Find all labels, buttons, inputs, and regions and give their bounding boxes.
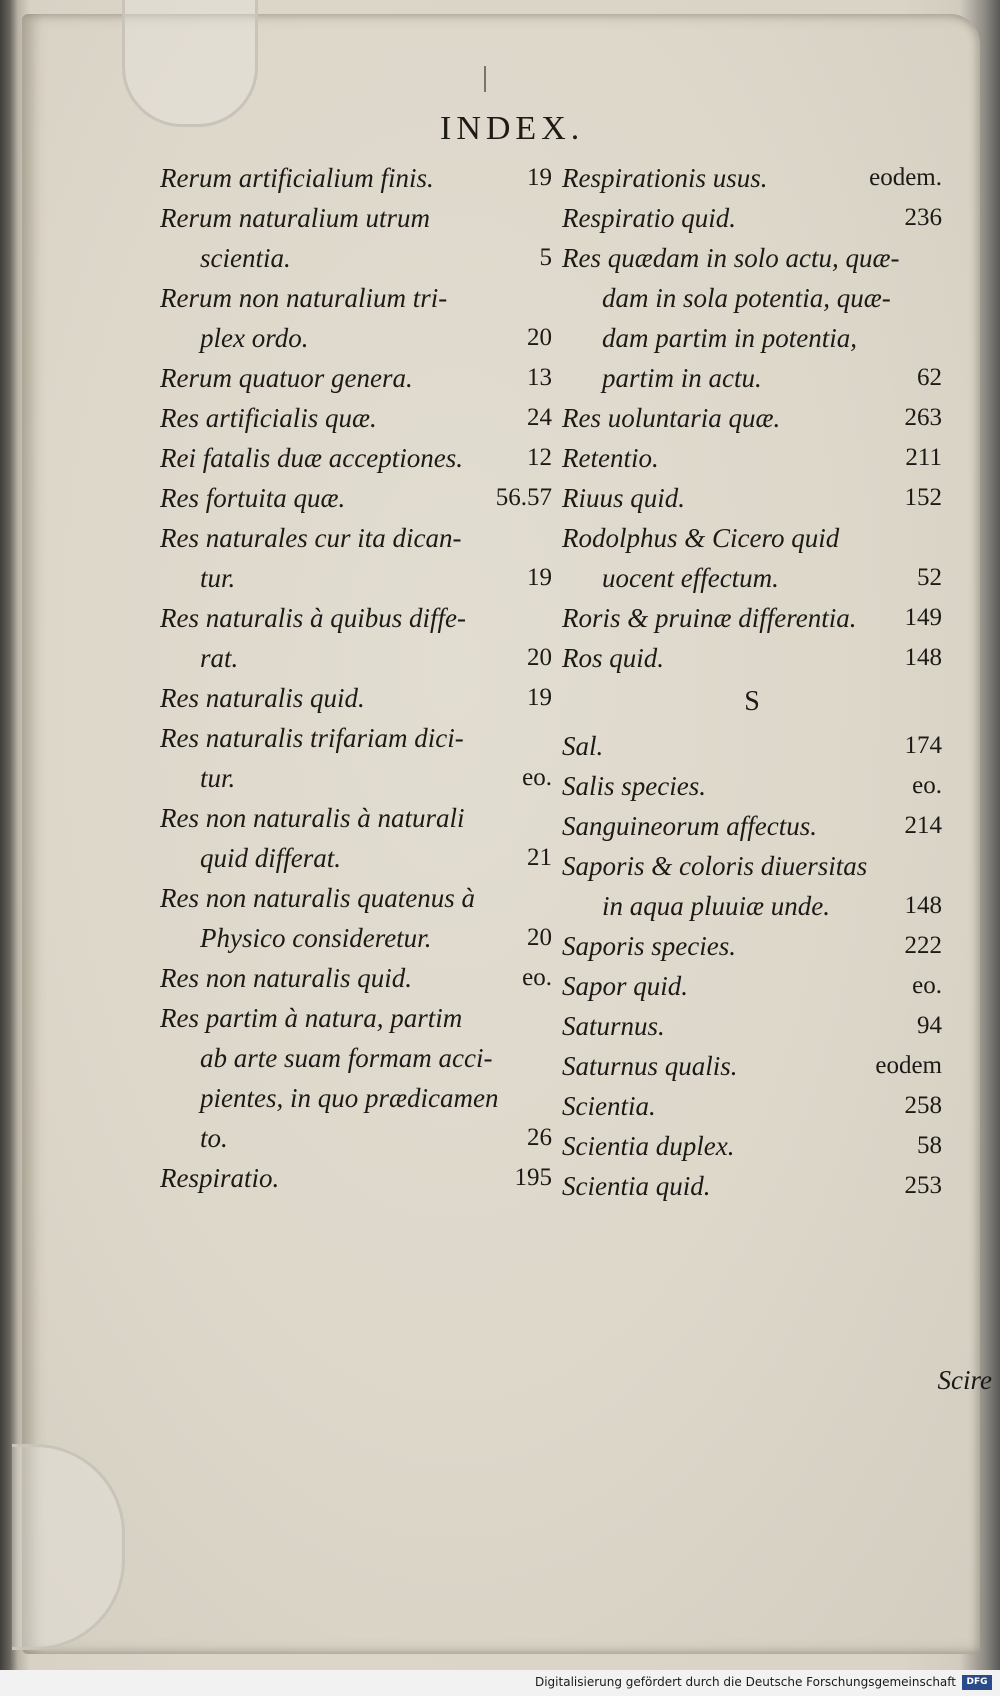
index-entry-line (160, 918, 552, 958)
index-entry-page: 94 (917, 1012, 942, 1039)
index-entry-line (562, 806, 942, 846)
index-entry-page: eo. (912, 972, 942, 999)
index-entry-text: tur. (200, 563, 236, 593)
index-entry-text: Res naturalis trifariam dici- (160, 723, 464, 753)
index-entry-text: Riuus quid. (562, 483, 686, 513)
index-entry-text: in aqua pluuiæ unde. (602, 891, 830, 921)
index-entry-page: 258 (904, 1092, 942, 1119)
index-entry-page: 174 (904, 732, 942, 759)
index-entry-text: Rerum naturalium utrum (160, 203, 430, 233)
index-entry-line (562, 1166, 942, 1206)
index-entry-line (562, 398, 942, 438)
index-entry-line (160, 358, 552, 398)
index-entry-text: rat. (200, 643, 239, 673)
index-entry-page: eo. (912, 772, 942, 799)
index-entry-line (160, 638, 552, 678)
page-mark (484, 66, 486, 92)
index-entry-text: partim in actu. (602, 363, 762, 393)
index-entry-line (160, 718, 552, 758)
index-entry-line (160, 1078, 552, 1118)
index-entry-text: Retentio. (562, 443, 659, 473)
index-entry-text: Scientia. (562, 1091, 656, 1121)
index-entry-text: Sal. (562, 731, 604, 761)
index-entry-text: scientia. (200, 243, 291, 273)
index-entry-page: 21 (527, 844, 552, 871)
index-entry-text: uocent effectum. (602, 563, 779, 593)
letter-heading: S (744, 686, 760, 717)
index-entry-text: Rei fatalis duæ acceptiones. (160, 443, 463, 473)
index-entry-line (562, 438, 942, 478)
index-entry-page: 236 (904, 204, 942, 231)
index-entry-line (160, 518, 552, 558)
index-entry-line (562, 886, 942, 926)
index-entry-text: dam in sola potentia, quæ- (602, 283, 891, 313)
index-entry-page: 19 (527, 564, 552, 591)
index-entry-text: Saturnus qualis. (562, 1051, 738, 1081)
index-entry-line (160, 1038, 552, 1078)
index-entry-text: Scientia quid. (562, 1171, 711, 1201)
index-entry-text: Res non naturalis quid. (160, 963, 413, 993)
index-entry-text: Roris & pruinæ differentia. (562, 603, 857, 633)
index-entry-line (562, 158, 942, 198)
index-entry-line (160, 878, 552, 918)
index-entry-text: dam partim in potentia, (602, 323, 857, 353)
index-column-right (562, 158, 942, 1206)
index-entry-line (160, 238, 552, 278)
index-entry-line (562, 1086, 942, 1126)
index-entry-line (160, 798, 552, 838)
index-entry-page: 20 (527, 644, 552, 671)
index-entry-line (562, 638, 942, 678)
index-entry-text: Salis species. (562, 771, 706, 801)
index-entry-page: 222 (904, 932, 942, 959)
index-entry-text: pientes, in quo prædicamen (200, 1083, 499, 1113)
index-entry-text: Scientia duplex. (562, 1131, 735, 1161)
index-entry-page: 19 (527, 684, 552, 711)
index-entry-page: 12 (527, 444, 552, 471)
index-entry-text: Sapor quid. (562, 971, 689, 1001)
index-entry-page: 148 (904, 892, 942, 919)
index-entry-line (160, 158, 552, 198)
index-entry-text: Respiratio. (160, 1163, 280, 1193)
index-entry-line (562, 598, 942, 638)
index-entry-page: 24 (527, 404, 552, 431)
index-entry-page: 19 (527, 164, 552, 191)
index-entry-line (160, 958, 552, 998)
index-entry-text: Saporis species. (562, 931, 736, 961)
index-entry-line (160, 318, 552, 358)
index-entry-page: eodem (875, 1052, 942, 1079)
funding-note: Digitalisierung gefördert durch die Deutsche Forschungsgemeinschaft (534, 1675, 956, 1689)
index-entry-line (160, 678, 552, 718)
index-entry-text: Res partim à natura, partim (160, 1003, 463, 1033)
index-entry-line (562, 846, 942, 886)
index-entry-line (562, 1006, 942, 1046)
index-entry-line (562, 358, 942, 398)
index-entry-text: Res non naturalis quatenus à (160, 883, 475, 913)
index-entry-line (562, 478, 942, 518)
index-entry-text: Respirationis usus. (562, 163, 768, 193)
index-entry-page: 195 (514, 1164, 552, 1191)
index-entry-text: plex ordo. (200, 323, 309, 353)
index-entry-text: Ros quid. (562, 643, 665, 673)
index-entry-page: 52 (917, 564, 942, 591)
index-entry-line (562, 926, 942, 966)
index-entry-text: Rerum artificialium finis. (160, 163, 434, 193)
index-entry-text: Physico consideretur. (200, 923, 432, 953)
footer-bar (0, 1670, 1000, 1696)
paper-clip-bottom (12, 1444, 125, 1650)
index-entry-line (562, 238, 942, 278)
index-entry-line (562, 558, 942, 598)
index-entry-text: Res artificialis quæ. (160, 403, 377, 433)
index-entry-page: 263 (904, 404, 942, 431)
index-entry-text: Saporis & coloris diuersitas (562, 851, 868, 881)
index-entry-page: 26 (527, 1124, 552, 1151)
index-entry-page: 20 (527, 324, 552, 351)
index-entry-text: Res naturalis quid. (160, 683, 365, 713)
index-entry-text: tur. (200, 763, 236, 793)
index-entry-line (562, 198, 942, 238)
index-entry-text: to. (200, 1123, 228, 1153)
index-entry-line (562, 1126, 942, 1166)
paper-clip-top (122, 0, 258, 127)
index-entry-page: 211 (905, 444, 942, 471)
index-entry-line (160, 838, 552, 878)
index-entry-page: 148 (904, 644, 942, 671)
index-entry-text: Respiratio quid. (562, 203, 736, 233)
index-entry-line (562, 278, 942, 318)
index-entry-page: 56.57 (495, 484, 552, 511)
index-entry-line (160, 558, 552, 598)
index-entry-page: eo. (522, 764, 552, 791)
index-entry-line (160, 1118, 552, 1158)
index-entry-page: 149 (904, 604, 942, 631)
index-entry-text: Res naturalis à quibus diffe- (160, 603, 466, 633)
index-entry-line (562, 966, 942, 1006)
index-entry-text: Saturnus. (562, 1011, 665, 1041)
index-entry-page: 62 (917, 364, 942, 391)
dfg-logo: DFG (962, 1675, 992, 1690)
index-entry-text: Rerum non naturalium tri- (160, 283, 448, 313)
index-entry-text: ab arte suam formam acci- (200, 1043, 493, 1073)
index-entry-line (160, 198, 552, 238)
index-entry-page: 58 (917, 1132, 942, 1159)
index-entry-line (160, 1158, 552, 1198)
index-entry-line (562, 518, 942, 558)
index-entry-line (160, 998, 552, 1038)
index-entry-text: Res naturales cur ita dican- (160, 523, 462, 553)
index-entry-text: Rodolphus & Cicero quid (562, 523, 840, 553)
index-entry-text: Res non naturalis à naturali (160, 803, 465, 833)
index-entry-line (562, 1046, 942, 1086)
catchword: Scire (937, 1365, 992, 1395)
index-entry-line (562, 766, 942, 806)
index-entry-text: Res uoluntaria quæ. (562, 403, 781, 433)
page-title: INDEX. (440, 110, 585, 147)
index-entry-page: 20 (527, 924, 552, 951)
index-entry-text: quid differat. (200, 843, 341, 873)
index-entry-line (160, 478, 552, 518)
index-entry-line (160, 438, 552, 478)
index-entry-line (160, 398, 552, 438)
index-entry-text: Res fortuita quæ. (160, 483, 346, 513)
index-entry-text: Res quædam in solo actu, quæ- (562, 243, 900, 273)
index-entry-page: 152 (904, 484, 942, 511)
index-entry-page: 214 (904, 812, 942, 839)
index-entry-page: 5 (539, 244, 552, 271)
index-entry-page: 13 (527, 364, 552, 391)
index-entry-page: eo. (522, 964, 552, 991)
index-entry-page: eodem. (869, 164, 942, 191)
index-entry-line (160, 758, 552, 798)
index-entry-text: Rerum quatuor genera. (160, 363, 413, 393)
index-column-left (160, 158, 552, 1198)
index-entry-line (562, 726, 942, 766)
index-entry-page: 253 (904, 1172, 942, 1199)
index-entry-line (160, 278, 552, 318)
index-entry-line (562, 318, 942, 358)
index-entry-line (160, 598, 552, 638)
index-entry-text: Sanguineorum affectus. (562, 811, 817, 841)
